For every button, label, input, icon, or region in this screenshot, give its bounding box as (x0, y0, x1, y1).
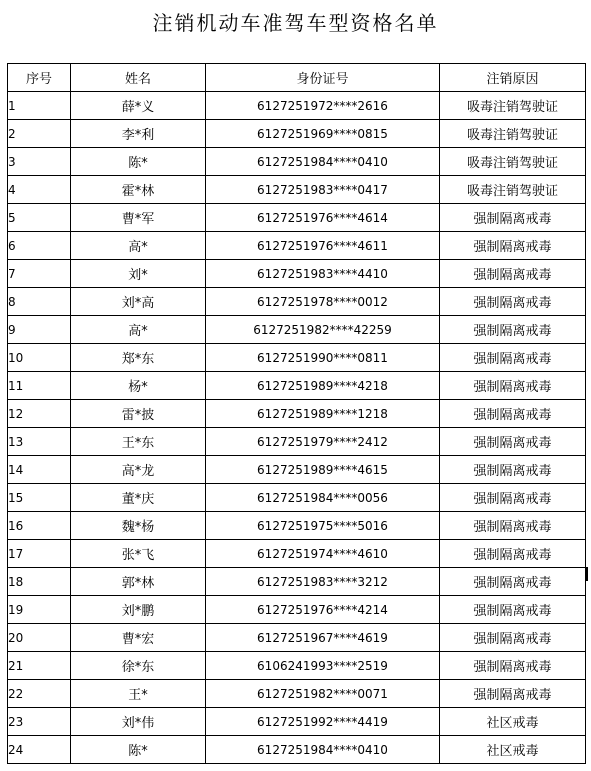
table-row (8, 92, 586, 120)
row-id-number: 6127251984****0410 (206, 148, 440, 176)
row-name: 霍*林 (71, 176, 206, 204)
row-name: 薛*义 (71, 92, 206, 120)
row-id-number: 6127251976****4614 (206, 204, 440, 232)
row-id-number: 6127251975****5016 (206, 512, 440, 540)
row-id-number: 6127251982****42259 (206, 316, 440, 344)
header-name: 姓名 (71, 64, 206, 92)
row-serial: 15 (8, 484, 71, 512)
row-serial: 12 (8, 400, 71, 428)
row-reason: 强制隔离戒毒 (440, 400, 586, 428)
row-reason: 强制隔离戒毒 (440, 456, 586, 484)
row-serial: 6 (8, 232, 71, 260)
row-reason: 社区戒毒 (440, 708, 586, 736)
row-name: 张*飞 (71, 540, 206, 568)
row-id-number: 6127251976****4611 (206, 232, 440, 260)
row-reason: 强制隔离戒毒 (440, 568, 586, 596)
row-name: 高*龙 (71, 456, 206, 484)
row-serial: 8 (8, 288, 71, 316)
row-name: 魏*杨 (71, 512, 206, 540)
row-name: 曹*军 (71, 204, 206, 232)
cancellation-table (7, 63, 586, 764)
row-id-number: 6127251976****4214 (206, 596, 440, 624)
table-row (8, 176, 586, 204)
table-row (8, 372, 586, 400)
row-name: 刘*伟 (71, 708, 206, 736)
row-name: 郭*林 (71, 568, 206, 596)
header-reason: 注销原因 (440, 64, 586, 92)
row-id-number: 6127251969****0815 (206, 120, 440, 148)
row-id-number: 6127251992****4419 (206, 708, 440, 736)
row-reason: 强制隔离戒毒 (440, 596, 586, 624)
row-serial: 24 (8, 736, 71, 764)
row-serial: 21 (8, 652, 71, 680)
row-id-number: 6127251979****2412 (206, 428, 440, 456)
row-reason: 强制隔离戒毒 (440, 428, 586, 456)
row-name: 董*庆 (71, 484, 206, 512)
row-serial: 13 (8, 428, 71, 456)
row-name: 曹*宏 (71, 624, 206, 652)
row-id-number: 6127251978****0012 (206, 288, 440, 316)
row-name: 李*利 (71, 120, 206, 148)
row-reason: 强制隔离戒毒 (440, 624, 586, 652)
row-reason: 强制隔离戒毒 (440, 372, 586, 400)
row-id-number: 6127251983****3212 (206, 568, 440, 596)
row-name: 杨* (71, 372, 206, 400)
header-serial: 序号 (8, 64, 71, 92)
row-reason: 社区戒毒 (440, 736, 586, 764)
table-row (8, 484, 586, 512)
row-serial: 23 (8, 708, 71, 736)
header-id-number: 身份证号 (206, 64, 440, 92)
row-serial: 17 (8, 540, 71, 568)
row-name: 高* (71, 232, 206, 260)
row-id-number: 6127251989****4615 (206, 456, 440, 484)
table-row (8, 400, 586, 428)
table-row (8, 456, 586, 484)
table-row (8, 204, 586, 232)
table-row (8, 540, 586, 568)
row-name: 刘*高 (71, 288, 206, 316)
row-serial: 3 (8, 148, 71, 176)
row-serial: 5 (8, 204, 71, 232)
table-row (8, 596, 586, 624)
row-id-number: 6127251990****0811 (206, 344, 440, 372)
row-name: 郑*东 (71, 344, 206, 372)
row-id-number: 6127251982****0071 (206, 680, 440, 708)
row-serial: 14 (8, 456, 71, 484)
row-name: 陈* (71, 736, 206, 764)
table-row (8, 512, 586, 540)
row-reason: 强制隔离戒毒 (440, 260, 586, 288)
row-reason: 强制隔离戒毒 (440, 680, 586, 708)
row-name: 陈* (71, 148, 206, 176)
table-row (8, 232, 586, 260)
row-reason: 吸毒注销驾驶证 (440, 120, 586, 148)
table-row (8, 316, 586, 344)
table-row (8, 148, 586, 176)
row-id-number: 6127251989****4218 (206, 372, 440, 400)
row-id-number: 6127251974****4610 (206, 540, 440, 568)
row-id-number: 6127251972****2616 (206, 92, 440, 120)
table-body (8, 92, 586, 764)
table-row (8, 568, 586, 596)
row-id-number: 6106241993****2519 (206, 652, 440, 680)
row-serial: 7 (8, 260, 71, 288)
row-id-number: 6127251983****0417 (206, 176, 440, 204)
row-id-number: 6127251967****4619 (206, 624, 440, 652)
row-serial: 10 (8, 344, 71, 372)
row-reason: 强制隔离戒毒 (440, 540, 586, 568)
table-row (8, 344, 586, 372)
row-reason: 强制隔离戒毒 (440, 232, 586, 260)
row-reason: 强制隔离戒毒 (440, 204, 586, 232)
document-title: 注销机动车准驾车型资格名单 (152, 11, 439, 35)
row-id-number: 6127251984****0410 (206, 736, 440, 764)
row-reason: 吸毒注销驾驶证 (440, 148, 586, 176)
row-reason: 强制隔离戒毒 (440, 484, 586, 512)
row-serial: 11 (8, 372, 71, 400)
row-name: 刘* (71, 260, 206, 288)
row-id-number: 6127251983****4410 (206, 260, 440, 288)
table-row (8, 120, 586, 148)
row-reason: 强制隔离戒毒 (440, 512, 586, 540)
row-serial: 18 (8, 568, 71, 596)
row-serial: 1 (8, 92, 71, 120)
row-reason: 强制隔离戒毒 (440, 652, 586, 680)
row-reason: 强制隔离戒毒 (440, 288, 586, 316)
table-row (8, 708, 586, 736)
row-id-number: 6127251984****0056 (206, 484, 440, 512)
row-name: 高* (71, 316, 206, 344)
table-header-row (8, 64, 586, 92)
row-serial: 16 (8, 512, 71, 540)
row-reason: 吸毒注销驾驶证 (440, 92, 586, 120)
row-name: 雷*披 (71, 400, 206, 428)
row-reason: 吸毒注销驾驶证 (440, 176, 586, 204)
table-row (8, 624, 586, 652)
row-serial: 20 (8, 624, 71, 652)
table-row (8, 260, 586, 288)
row-serial: 4 (8, 176, 71, 204)
row-id-number: 6127251989****1218 (206, 400, 440, 428)
table-row (8, 288, 586, 316)
table-row (8, 680, 586, 708)
row-serial: 22 (8, 680, 71, 708)
table-row (8, 652, 586, 680)
row-name: 徐*东 (71, 652, 206, 680)
row-reason: 强制隔离戒毒 (440, 344, 586, 372)
table-row (8, 428, 586, 456)
table-row (8, 736, 586, 764)
row-serial: 19 (8, 596, 71, 624)
row-name: 王*东 (71, 428, 206, 456)
row-name: 王* (71, 680, 206, 708)
row-serial: 2 (8, 120, 71, 148)
edge-mark (586, 567, 588, 581)
row-name: 刘*鹏 (71, 596, 206, 624)
row-reason: 强制隔离戒毒 (440, 316, 586, 344)
row-serial: 9 (8, 316, 71, 344)
